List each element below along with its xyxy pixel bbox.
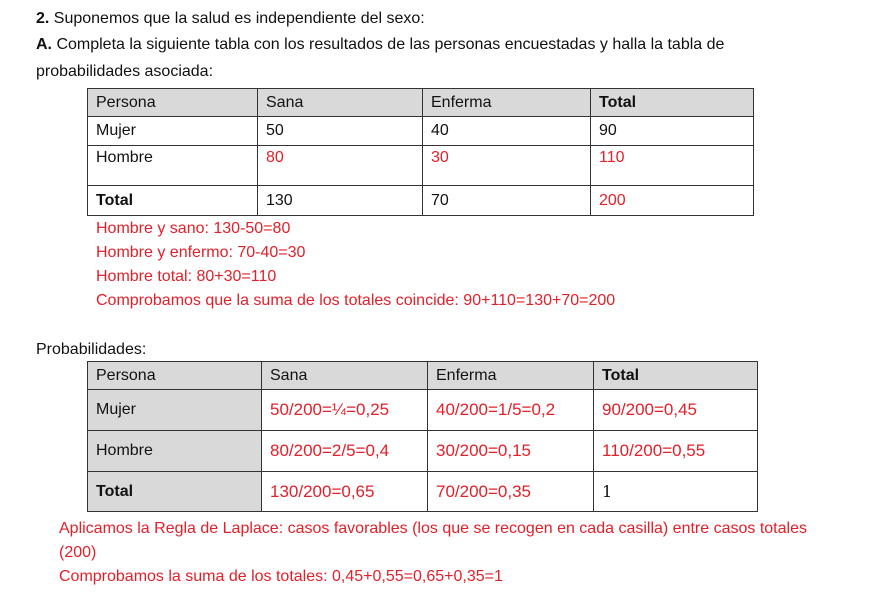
table-cell: 80 [258, 146, 423, 186]
row-label: Hombre [88, 431, 262, 472]
note-line: (200) [59, 544, 97, 561]
table-header-row [88, 362, 758, 390]
part-label: A. [36, 36, 52, 53]
table-row [88, 146, 754, 186]
table-cell: 200 [591, 186, 754, 216]
question-text: Suponemos que la salud es independiente del sexo: [49, 10, 425, 27]
note-line: Hombre y sano: 130-50=80 [96, 220, 291, 237]
part-text-1: Completa la siguiente tabla con los resultados de las personas encuestadas y halla la tabla de [52, 36, 725, 53]
part-text-2: probabilidades asociada: [36, 63, 214, 80]
note-line: Hombre total: 80+30=110 [96, 268, 277, 285]
table-cell: 50 [258, 117, 423, 146]
question-line [36, 10, 425, 28]
table-header-row [88, 89, 754, 117]
table-cell: 110 [591, 146, 754, 186]
header-cell: Enferma [423, 89, 591, 117]
question-number: 2. [36, 10, 50, 27]
table-cell: 110/200=0,55 [594, 431, 758, 472]
header-cell: Persona [88, 89, 258, 117]
part-line [36, 36, 724, 54]
table-row [88, 472, 758, 512]
header-cell: Total [594, 362, 758, 390]
table-row [88, 186, 754, 216]
table-cell: 90/200=0,45 [594, 390, 758, 431]
note-line: Aplicamos la Regla de Laplace: casos favorables (los que se recogen en cada casilla) entre casos totales [59, 520, 807, 537]
header-cell: Sana [258, 89, 423, 117]
table-cell: 40 [423, 117, 591, 146]
table-cell: 1 [594, 472, 758, 512]
probabilities-label: Probabilidades: [36, 341, 147, 358]
header-cell: Persona [88, 362, 262, 390]
header-cell: Total [591, 89, 754, 117]
table-cell: 30/200=0,15 [428, 431, 594, 472]
table-cell: 130 [258, 186, 423, 216]
note-line: Hombre y enfermo: 70-40=30 [96, 244, 306, 261]
table-cell: 70/200=0,35 [428, 472, 594, 512]
note-line: Comprobamos la suma de los totales: 0,45+0,55=0,65+0,35=1 [59, 568, 503, 585]
table-cell: 90 [591, 117, 754, 146]
header-cell: Sana [262, 362, 428, 390]
header-cell: Enferma [428, 362, 594, 390]
row-label: Hombre [88, 146, 258, 186]
table-cell: 80/200=2/5=0,4 [262, 431, 428, 472]
row-label: Mujer [88, 117, 258, 146]
table-cell: 30 [423, 146, 591, 186]
row-label: Total [88, 186, 258, 216]
note-line: Comprobamos que la suma de los totales coincide: 90+110=130+70=200 [96, 292, 616, 309]
table-cell: 130/200=0,65 [262, 472, 428, 512]
table-row [88, 117, 754, 146]
row-label: Total [88, 472, 262, 512]
table-row [88, 390, 758, 431]
row-label: Mujer [88, 390, 262, 431]
table-cell: 40/200=1/5=0,2 [428, 390, 594, 431]
table-row [88, 431, 758, 472]
table-cell: 50/200=¼=0,25 [262, 390, 428, 431]
table-cell: 70 [423, 186, 591, 216]
results-table [87, 88, 754, 216]
probabilities-table [87, 361, 758, 512]
